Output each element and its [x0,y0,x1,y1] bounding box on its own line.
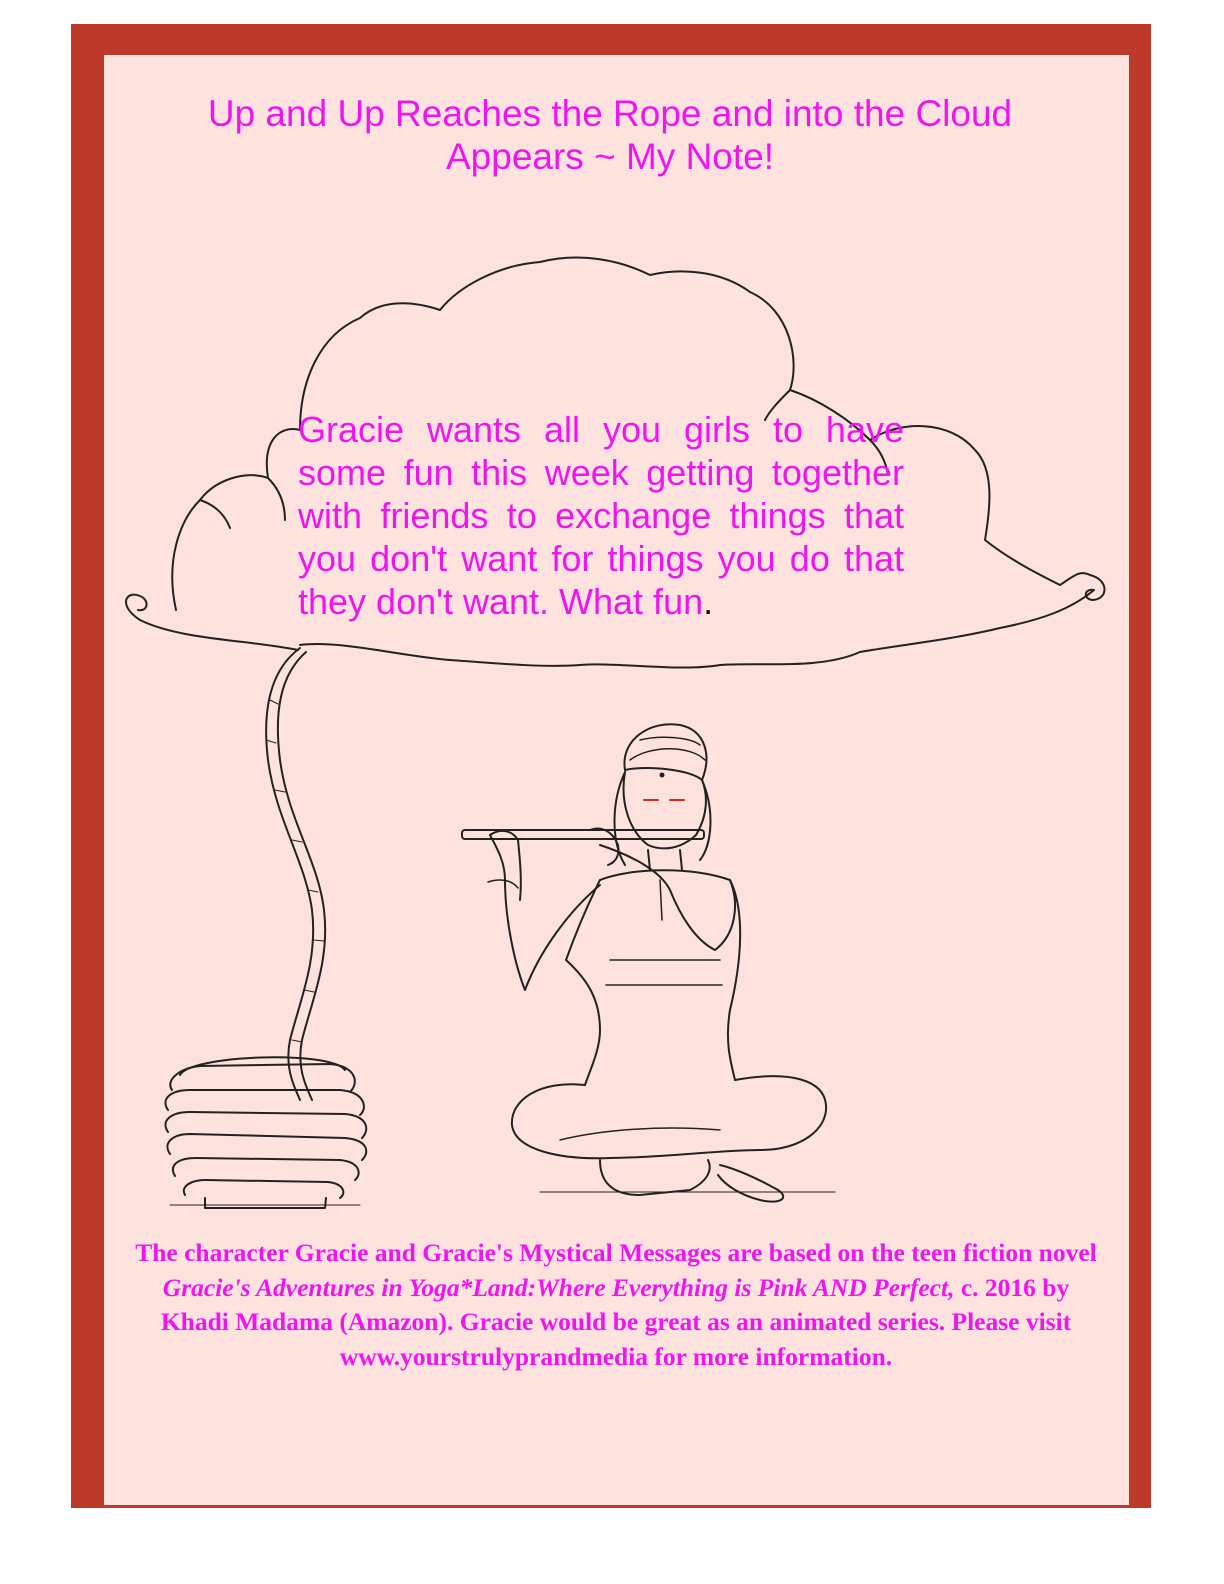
footer-text-2: c. 2016 by Khadi Madama (Amazon). Gracie would be great as an animated series. Please visit www.yourstrulyprandmedia for more information. [160,1272,1072,1371]
basket [165,1057,366,1208]
cloud-message-text: Gracie wants all you girls to have some fun this week getting together with friends to exchange things that you don't want for things you do that they don't want. What fun [298,409,904,622]
page-title: Up and Up Reaches the Rope and into the Cloud Appears ~ My Note! [207,93,1013,177]
footer-credits [134,1236,1098,1374]
cloud-message [298,408,904,623]
rope [266,648,313,1100]
footer-text-1: The character Gracie and Gracie's Mystical Messages are based on the teen fiction novel [135,1238,1097,1267]
rope-edge [278,652,325,1100]
book-title: Gracie's Adventures in Yoga*Land:Where Everything is Pink AND Perfect, [162,1272,955,1302]
gracie-figure [462,724,835,1201]
cloud-message-period: . [703,581,714,622]
